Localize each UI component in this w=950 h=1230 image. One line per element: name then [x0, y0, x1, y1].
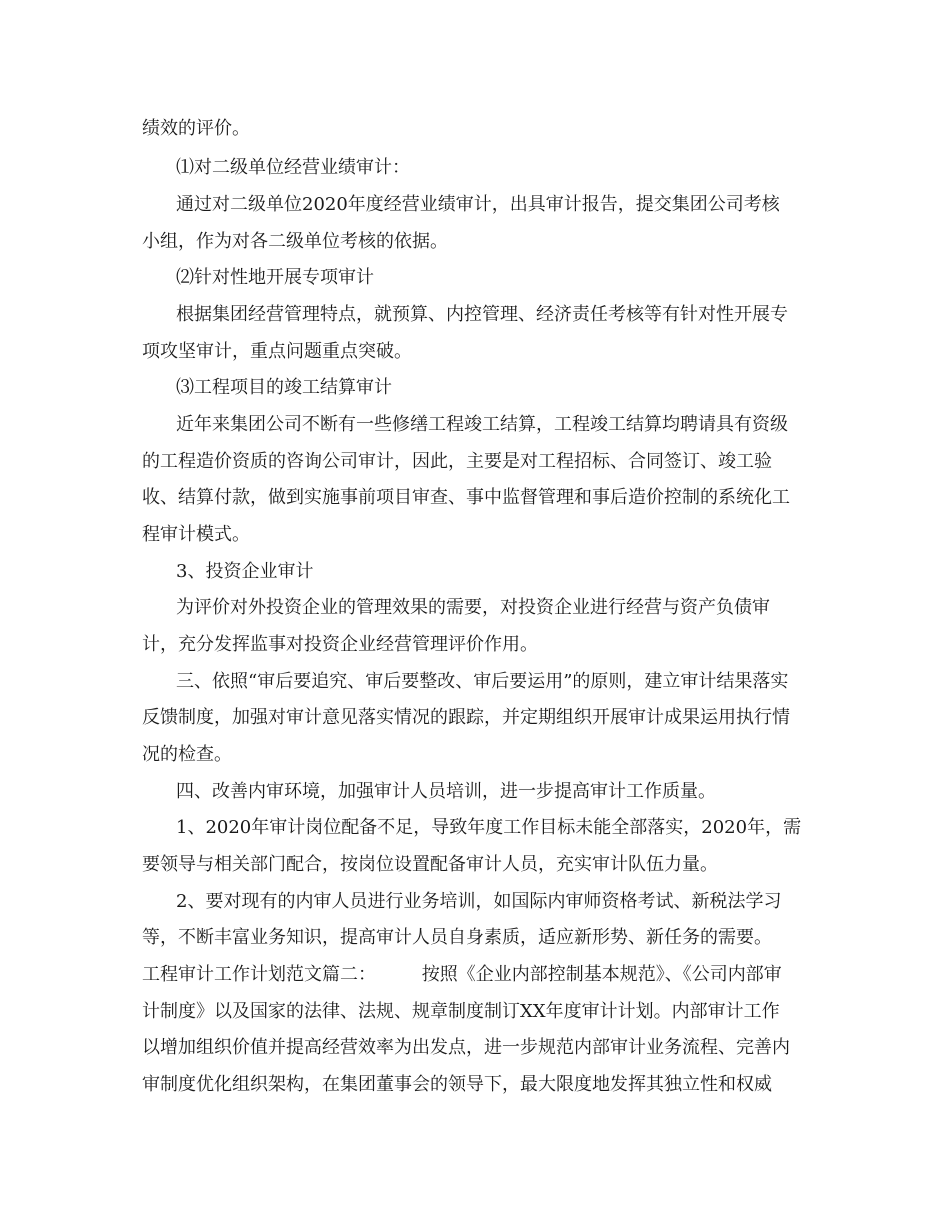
subheading-line: ⑶工程项目的竣工结算审计 [176, 377, 392, 398]
text-line: 近年来集团公司不断有一些修缮工程竣工结算，工程竣工结算均聘请具有资级 [176, 414, 788, 435]
subheading-line: ⑵针对性地开展专项审计 [176, 267, 374, 288]
text-line: 计制度》以及国家的法律、法规、规章制度制订XX年度审计计划。内部审计工作 [142, 1001, 780, 1022]
text-line: 小组，作为对各二级单位考核的依据。 [142, 231, 448, 252]
text-line: 程审计模式。 [142, 524, 250, 545]
text-line: 等，不断丰富业务知识，提高审计人员自身素质，适应新形势、新任务的需要。 [142, 927, 772, 948]
text-line: 审制度优化组织架构，在集团董事会的领导下，最大限度地发挥其独立性和权威 [142, 1074, 772, 1095]
text-line: 工程审计工作计划范文篇二： 按照《企业内部控制基本规范》、《公司内部审 [142, 964, 782, 985]
text-line: 2、要对现有的内审人员进行业务培训，如国际内审师资格考试、新税法学习 [176, 891, 782, 912]
text-line: 要领导与相关部门配合，按岗位设置配备审计人员，充实审计队伍力量。 [142, 854, 718, 875]
text-line: 通过对二级单位2020年度经营业绩审计，出具审计报告，提交集团公司考核 [176, 194, 780, 215]
text-line: 反馈制度，加强对审计意见落实情况的跟踪，并定期组织开展审计成果运用执行情 [142, 707, 790, 728]
text-line: 根据集团经营管理特点，就预算、内控管理、经济责任考核等有针对性开展专 [176, 304, 788, 325]
text-line: 项攻坚审计，重点问题重点突破。 [142, 341, 412, 362]
text-line: 况的检查。 [142, 744, 232, 765]
text-line: 为评价对外投资企业的管理效果的需要，对投资企业进行经营与资产负债审 [176, 597, 770, 618]
text-line: 绩效的评价。 [142, 118, 250, 139]
text-line: 四、改善内审环境，加强审计人员培训，进一步提高审计工作质量。 [176, 781, 716, 802]
subheading-line: 3、投资企业审计 [176, 561, 314, 582]
subheading-line: ⑴对二级单位经营业绩审计： [176, 157, 410, 178]
text-line: 收、结算付款，做到实施事前项目审查、事中监督管理和事后造价控制的系统化工 [142, 487, 790, 508]
text-line: 计，充分发挥监事对投资企业经营管理评价作用。 [142, 634, 538, 655]
text-line: 以增加组织价值并提高经营效率为出发点，进一步规范内部审计业务流程、完善内 [142, 1037, 790, 1058]
text-line: 1、2020年审计岗位配备不足，导致年度工作目标未能全部落实，2020年，需 [176, 817, 802, 838]
text-line: 的工程造价资质的咨询公司审计，因此，主要是对工程招标、合同签订、竣工验 [142, 451, 772, 472]
text-line: 三、依照“审后要追究、审后要整改、审后要运用”的原则，建立审计结果落实 [176, 671, 789, 692]
